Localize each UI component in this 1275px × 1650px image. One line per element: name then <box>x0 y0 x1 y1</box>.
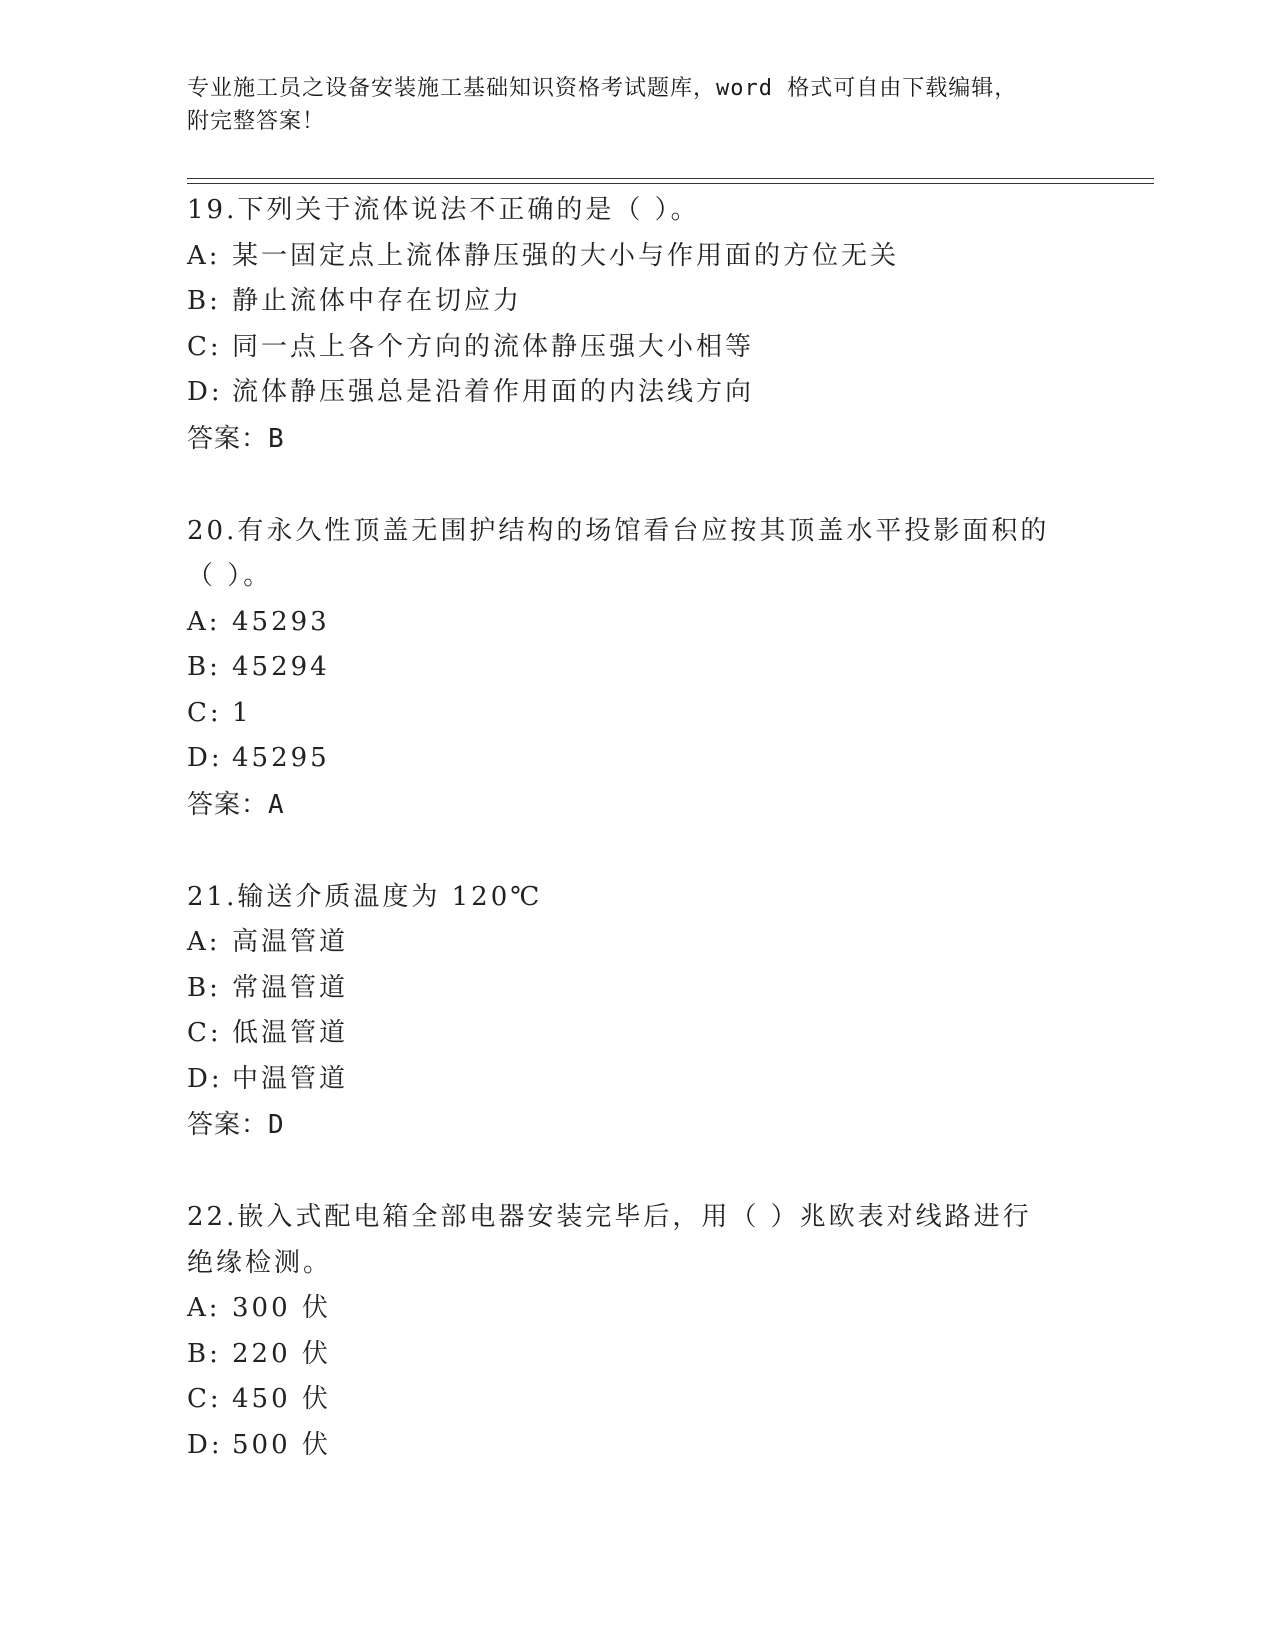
option-c <box>187 1377 1087 1423</box>
option-text: 45294 <box>232 652 330 682</box>
option-text: 300 伏 <box>232 1293 331 1323</box>
option-key: B: <box>187 1338 221 1369</box>
header-divider-bottom <box>187 183 1154 184</box>
answer-value: A <box>268 789 284 820</box>
option-text: 某一固定点上流体静压强的大小与作用面的方位无关 <box>232 240 900 271</box>
option-key: A: <box>187 1293 221 1323</box>
option-key: C: <box>187 697 222 728</box>
option-key: C: <box>187 1384 222 1414</box>
option-d <box>187 736 1087 782</box>
option-d <box>187 1423 1087 1469</box>
option-text: 220 伏 <box>232 1338 331 1369</box>
option-key: B: <box>187 652 221 682</box>
document-header <box>187 72 1067 138</box>
question-20 <box>187 509 1087 828</box>
answer-line <box>187 416 1087 462</box>
question-list <box>187 188 1087 1515</box>
option-text: 同一点上各个方向的流体静压强大小相等 <box>232 331 755 362</box>
option-b <box>187 279 1087 325</box>
option-key: B: <box>187 972 221 1003</box>
header-line-1: 专业施工员之设备安装施工基础知识资格考试题库，word 格式可自由下载编辑， <box>187 76 1018 101</box>
option-key: C: <box>187 1018 222 1048</box>
option-key: A: <box>187 240 221 271</box>
answer-value: B <box>268 423 284 454</box>
option-text: 1 <box>232 697 252 728</box>
option-a <box>187 600 1087 646</box>
option-d <box>187 1057 1087 1103</box>
question-stem: 22.嵌入式配电箱全部电器安装完毕后，用（ ）兆欧表对线路进行绝缘检测。 <box>187 1202 1032 1278</box>
option-c <box>187 691 1087 737</box>
option-key: B: <box>187 286 221 316</box>
option-key: D: <box>187 1429 223 1460</box>
question-21 <box>187 875 1087 1149</box>
option-b <box>187 645 1087 691</box>
option-text: 中温管道 <box>232 1063 349 1094</box>
answer-label: 答案： <box>187 423 269 454</box>
option-key: D: <box>187 743 223 773</box>
header-divider-top <box>187 178 1154 179</box>
option-text: 低温管道 <box>232 1018 349 1048</box>
header-line-2: 附完整答案！ <box>187 109 326 134</box>
option-text: 450 伏 <box>232 1384 331 1414</box>
option-a <box>187 234 1087 280</box>
option-text: 45293 <box>232 606 330 637</box>
option-text: 45295 <box>232 743 330 773</box>
option-key: A: <box>187 927 221 957</box>
option-b <box>187 966 1087 1012</box>
question-stem: 20.有永久性顶盖无围护结构的场馆看台应按其顶盖水平投影面积的（ ）。 <box>187 515 1050 591</box>
option-a <box>187 920 1087 966</box>
answer-label: 答案： <box>187 1110 269 1140</box>
option-text: 静止流体中存在切应力 <box>232 286 523 316</box>
answer-line <box>187 782 1087 828</box>
option-text: 流体静压强总是沿着作用面的内法线方向 <box>232 377 755 407</box>
option-key: C: <box>187 331 222 362</box>
question-stem: 21.输送介质温度为 120℃ <box>187 881 543 912</box>
question-19 <box>187 188 1087 462</box>
option-c <box>187 325 1087 371</box>
option-text: 500 伏 <box>232 1429 331 1460</box>
option-a <box>187 1286 1087 1332</box>
option-c <box>187 1011 1087 1057</box>
option-d <box>187 370 1087 416</box>
answer-value: D <box>268 1110 284 1140</box>
question-22 <box>187 1195 1087 1468</box>
answer-label: 答案： <box>187 789 269 820</box>
option-text: 高温管道 <box>232 927 349 957</box>
option-text: 常温管道 <box>232 972 349 1003</box>
question-stem: 19.下列关于流体说法不正确的是（ ）。 <box>187 195 700 225</box>
answer-line <box>187 1102 1087 1148</box>
option-key: D: <box>187 377 223 407</box>
option-key: D: <box>187 1063 223 1094</box>
option-key: A: <box>187 606 221 637</box>
option-b <box>187 1332 1087 1378</box>
